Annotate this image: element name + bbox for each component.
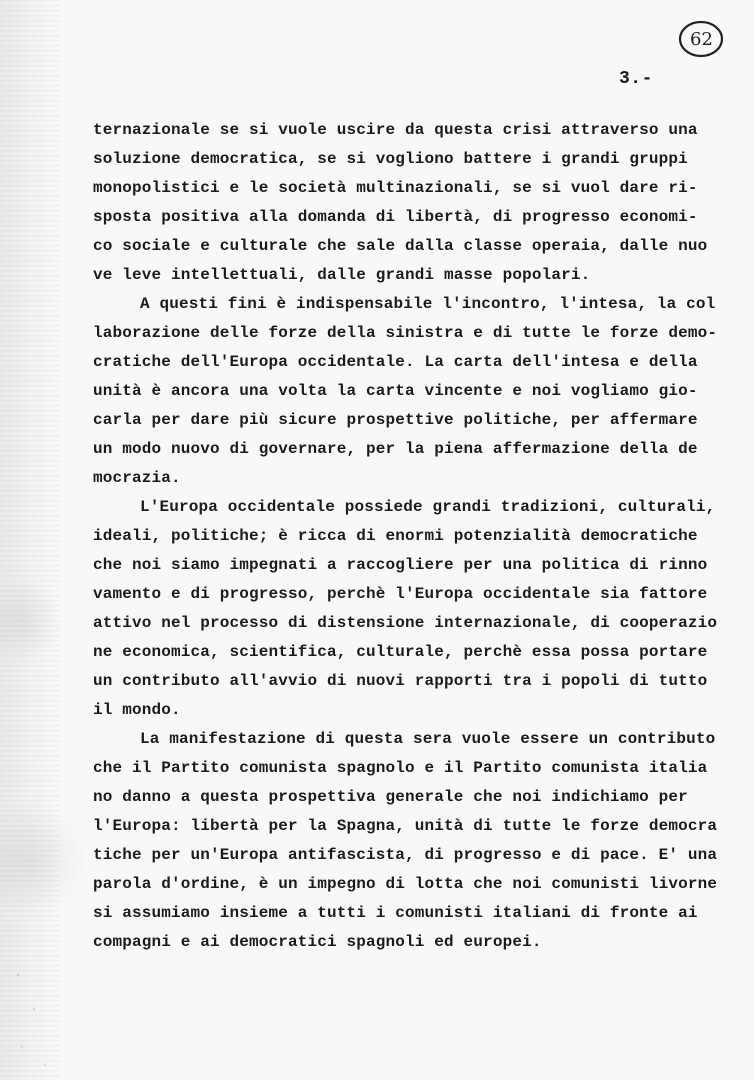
text-line: monopolistici e le società multinazionali, se si vuol dare ri- [93, 179, 698, 197]
text-line: mocrazia. [93, 469, 181, 487]
text-line: La manifestazione di questa sera vuole essere un contributo [140, 730, 716, 748]
text-line: ne economica, scientifica, culturale, perchè essa possa portare [93, 643, 708, 661]
handwritten-page-mark [675, 18, 727, 60]
text-line: carla per dare più sicure prospettive politiche, per affermare [93, 411, 698, 429]
text-line: un modo nuovo di governare, per la piena affermazione della de [93, 440, 698, 458]
text-line: tiche per un'Europa antifascista, di progresso e di pace. E' una [93, 846, 718, 864]
scan-edge-shadow [0, 0, 60, 1080]
handwritten-page-mark-text: 62 [690, 29, 713, 50]
paragraph-2 [93, 290, 718, 493]
text-line: soluzione democratica, se si vogliono battere i grandi gruppi [93, 150, 688, 168]
document-body [93, 116, 718, 957]
text-line: ideali, politiche; è ricca di enormi potenzialità democratiche [93, 527, 698, 545]
text-line: sposta positiva alla domanda di libertà, di progresso economi- [93, 208, 698, 226]
text-line: vamento e di progresso, perchè l'Europa occidentale sia fattore [93, 585, 708, 603]
paragraph-4 [93, 725, 718, 957]
text-line: L'Europa occidentale possiede grandi tradizioni, culturali, [140, 498, 716, 516]
text-line: cratiche dell'Europa occidentale. La carta dell'intesa e della [93, 353, 698, 371]
paragraph-1 [93, 116, 708, 290]
text-line: il mondo. [93, 701, 181, 719]
text-line: A questi fini è indispensabile l'incontro, l'intesa, la col [140, 295, 716, 313]
text-line: ve leve intellettuali, dalle grandi masse popolari. [93, 266, 591, 284]
text-line: co sociale e culturale che sale dalla classe operaia, dalle nuo [93, 237, 708, 255]
text-line: no danno a questa prospettiva generale che noi indichiamo per [93, 788, 688, 806]
text-line: che il Partito comunista spagnolo e il Partito comunista italia [93, 759, 708, 777]
text-line: compagni e ai democratici spagnoli ed europei. [93, 933, 542, 951]
text-line: che noi siamo impegnati a raccogliere per una politica di rinno [93, 556, 708, 574]
text-line: unità è ancora una volta la carta vincente e noi vogliamo gio- [93, 382, 698, 400]
page-number: 3.- [619, 69, 653, 89]
scan-specks [0, 955, 60, 1080]
text-line: ternazionale se si vuole uscire da questa crisi attraverso una [93, 121, 698, 139]
text-line: un contributo all'avvio di nuovi rapporti tra i popoli di tutto [93, 672, 708, 690]
text-line: attivo nel processo di distensione internazionale, di cooperazio [93, 614, 718, 632]
paragraph-3 [93, 493, 718, 725]
text-line: laborazione delle forze della sinistra e di tutte le forze demo- [93, 324, 718, 342]
text-line: parola d'ordine, è un impegno di lotta che noi comunisti livorne [93, 875, 718, 893]
text-line: l'Europa: libertà per la Spagna, unità di tutte le forze democra [93, 817, 718, 835]
text-line: si assumiamo insieme a tutti i comunisti italiani di fronte ai [93, 904, 698, 922]
